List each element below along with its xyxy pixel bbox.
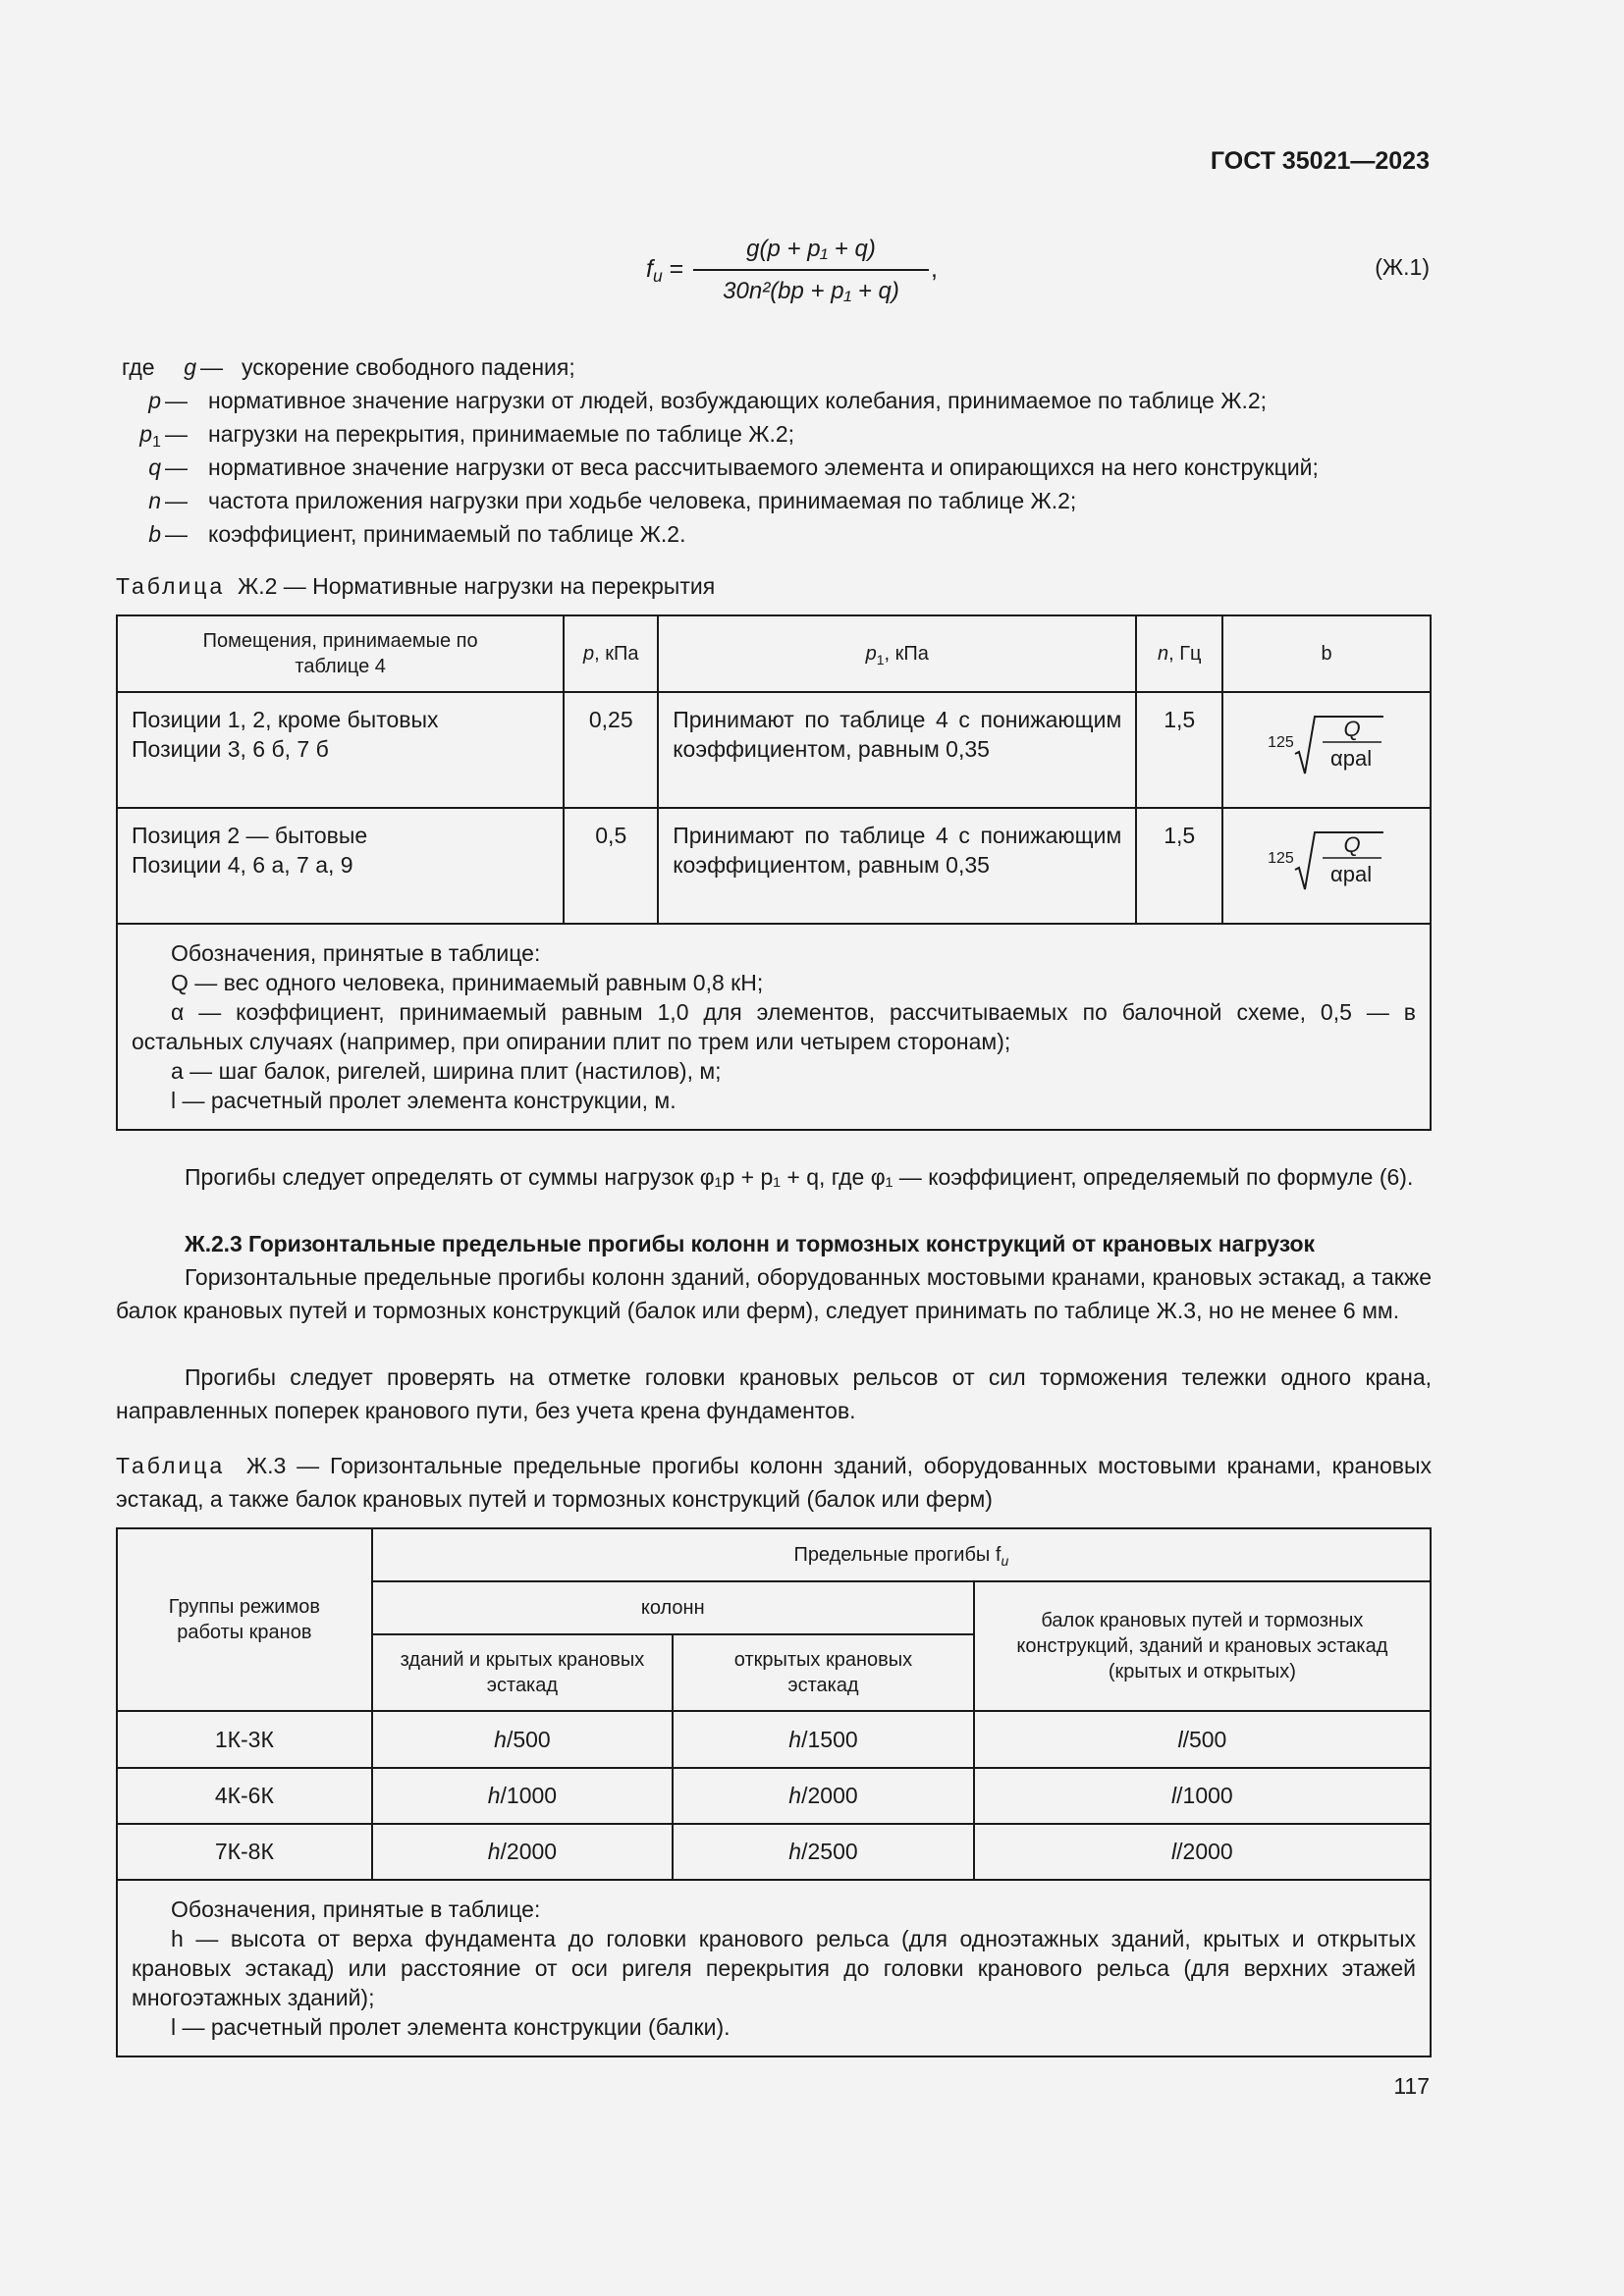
table3-open-value: h/2000 bbox=[673, 1768, 974, 1824]
legend-item: q — нормативное значение нагрузки от веса рассчитываемого элемента и опирающихся на него конструкций; bbox=[59, 451, 1434, 484]
table2-row bbox=[117, 692, 1431, 808]
table2-notes: Обозначения, принятые в таблице: Q — вес одного человека, принимаемый равным 0,8 кН; α — коэффициент, принимаемый равным 1,0 для элементов, рассчитываемых по балочной схеме, 0,5 — в остальных случаях (например, при опирании плит по трем или четырем сторонам); а — шаг балок, ригелей, ширина плит (настилов), м; l — расчетный пролет элемента конструкции, м. bbox=[117, 924, 1431, 1130]
legend-symbol: b bbox=[148, 521, 161, 547]
formula-number: (Ж.1) bbox=[1375, 254, 1430, 280]
table3-beams-value: l/1000 bbox=[974, 1768, 1431, 1824]
legend-symbol: n bbox=[148, 488, 161, 513]
legend-item: p — нормативное значение нагрузки от людей, возбуждающих колебания, принимаемое по таблице Ж.2; bbox=[59, 384, 1434, 417]
table3-beams-value: l/2000 bbox=[974, 1824, 1431, 1880]
table2-header-p: p, кПа bbox=[564, 615, 658, 692]
table-zh2 bbox=[116, 614, 1432, 1131]
formula-comma: , bbox=[931, 255, 938, 283]
table2-notes-row bbox=[117, 924, 1431, 1130]
legend-item: n — частота приложения нагрузки при ходьбе человека, принимаемая по таблице Ж.2; bbox=[59, 484, 1434, 517]
table2-header-n: n, Гц bbox=[1136, 615, 1222, 692]
table3-row bbox=[117, 1824, 1431, 1880]
table2-p1-value: Принимают по таблице 4 с понижающим коэффициентом, равным 0,35 bbox=[658, 692, 1136, 808]
radical-expression: 125 Q αpal bbox=[1268, 715, 1385, 774]
table3-open-value: h/1500 bbox=[673, 1711, 974, 1768]
body-paragraph-3: Прогибы следует проверять на отметке головки крановых рельсов от сил торможения тележки одного крана, направленных поперек кранового пути, без учета крена фундаментов. bbox=[116, 1364, 1432, 1423]
page-number: 117 bbox=[1393, 2073, 1430, 2099]
legend-text: нормативное значение нагрузки от веса рассчитываемого элемента и опирающихся на него конструкций; bbox=[208, 454, 1319, 480]
formula-lhs: $f_u$ = bbox=[646, 255, 684, 286]
table3-group: 7К-8К bbox=[117, 1824, 372, 1880]
legend-item: b — коэффициент, принимаемый по таблице Ж.2. bbox=[59, 517, 1434, 551]
table3-group: 4К-6К bbox=[117, 1768, 372, 1824]
radical-expression: 125 Q αpal bbox=[1268, 830, 1385, 889]
table2-p-value: 0,5 bbox=[564, 808, 658, 924]
body-paragraph-2: Горизонтальные предельные прогибы колонн зданий, оборудованных мостовыми кранами, крановых эстакад, а также балок крановых путей и тормозных конструкций (балок или ферм), следует принимать по таблице Ж.3, но не менее 6 мм. bbox=[116, 1264, 1432, 1323]
formula-denominator: 30n²(bp + p₁ + q) bbox=[723, 278, 899, 304]
legend-item: $p_1$ — нагрузки на перекрытия, принимаемые по таблице Ж.2; bbox=[59, 417, 1434, 451]
legend-text: нормативное значение нагрузки от людей, возбуждающих колебания, принимаемое по таблице Ж.2; bbox=[208, 388, 1268, 413]
table3-buildings-value: h/500 bbox=[372, 1711, 673, 1768]
table3-caption: Таблица Ж.3 — Горизонтальные предельные прогибы колонн зданий, оборудованных мостовыми кранами, крановых эстакад, а также балок крановых путей и тормозных конструкций (балок или ферм) bbox=[116, 1453, 1432, 1512]
table2-p-value: 0,25 bbox=[564, 692, 658, 808]
table3-header-beams: балок крановых путей и тормозных конструкций, зданий и крановых эстакад (крытых и открытых) bbox=[974, 1581, 1431, 1711]
table2-header-premises: Помещения, принимаемые по таблице 4 bbox=[117, 615, 564, 692]
where-word: где bbox=[122, 354, 155, 380]
table2-row bbox=[117, 808, 1431, 924]
table3-notes-row bbox=[117, 1880, 1431, 2056]
legend-text: нагрузки на перекрытия, принимаемые по таблице Ж.2; bbox=[208, 421, 795, 447]
legend-item: g — ускорение свободного падения; bbox=[59, 350, 1434, 384]
table2-header-p1: $p_1$, кПа bbox=[658, 615, 1136, 692]
table2-premises: Позиции 1, 2, кроме бытовых Позиции 3, 6 б, 7 б bbox=[117, 692, 564, 808]
table2-premises: Позиция 2 — бытовые Позиции 4, 6 а, 7 а, 9 bbox=[117, 808, 564, 924]
legend-symbol: p bbox=[148, 388, 161, 413]
table3-header-open: открытых крановых эстакад bbox=[673, 1634, 974, 1711]
legend-text: ускорение свободного падения; bbox=[242, 354, 575, 380]
legend-symbol: g bbox=[184, 354, 196, 380]
body-paragraph-1: Прогибы следует определять от суммы нагрузок φ₁p + p₁ + q, где φ₁ — коэффициент, определяемый по формуле (6). bbox=[185, 1164, 1414, 1190]
legend-symbol: $p_1$ bbox=[139, 421, 161, 451]
table3-notes: Обозначения, принятые в таблице: h — высота от верха фундамента до головки кранового рельса (для одноэтажных зданий, крытых и открытых крановых эстакад) или расстояние от оси ригеля перекрытия до головки кранового рельса (для верхних этажей многоэтажных зданий); l — расчетный пролет элемента конструкции (балки). bbox=[117, 1880, 1431, 2056]
table3-header-columns: колонн bbox=[372, 1581, 974, 1634]
legend-symbol: q bbox=[148, 454, 161, 480]
table2-n-value: 1,5 bbox=[1136, 692, 1222, 808]
section-heading: Ж.2.3 Горизонтальные предельные прогибы колонн и тормозных конструкций от крановых нагрузок bbox=[185, 1231, 1315, 1256]
table3-open-value: h/2500 bbox=[673, 1824, 974, 1880]
document-number: ГОСТ 35021—2023 bbox=[1210, 147, 1430, 175]
table2-p1-value: Принимают по таблице 4 с понижающим коэффициентом, равным 0,35 bbox=[658, 808, 1136, 924]
table3-row bbox=[117, 1711, 1431, 1768]
table2-caption: Таблица Ж.2 — Нормативные нагрузки на перекрытия bbox=[116, 573, 716, 599]
formula-numerator: g(p + p₁ + q) bbox=[746, 236, 876, 262]
table3-header-groups: Группы режимов работы кранов bbox=[117, 1528, 372, 1711]
table3-buildings-value: h/1000 bbox=[372, 1768, 673, 1824]
table3-header-buildings: зданий и крытых крановых эстакад bbox=[372, 1634, 673, 1711]
table2-header-b: b bbox=[1222, 615, 1431, 692]
table3-header-limits: Предельные прогибы $f_u$ bbox=[372, 1528, 1431, 1581]
table3-row bbox=[117, 1768, 1431, 1824]
table2-b-value bbox=[1222, 808, 1431, 924]
table3-group: 1К-3К bbox=[117, 1711, 372, 1768]
legend-text: коэффициент, принимаемый по таблице Ж.2. bbox=[208, 521, 686, 547]
formula-fraction bbox=[693, 228, 929, 312]
table3-beams-value: l/500 bbox=[974, 1711, 1431, 1768]
table-zh3 bbox=[116, 1527, 1432, 2057]
legend-text: частота приложения нагрузки при ходьбе человека, принимаемая по таблице Ж.2; bbox=[208, 488, 1077, 513]
formula-zh1 bbox=[646, 228, 941, 316]
table2-header-row bbox=[117, 615, 1431, 692]
table2-b-value bbox=[1222, 692, 1431, 808]
table2-n-value: 1,5 bbox=[1136, 808, 1222, 924]
table3-buildings-value: h/2000 bbox=[372, 1824, 673, 1880]
